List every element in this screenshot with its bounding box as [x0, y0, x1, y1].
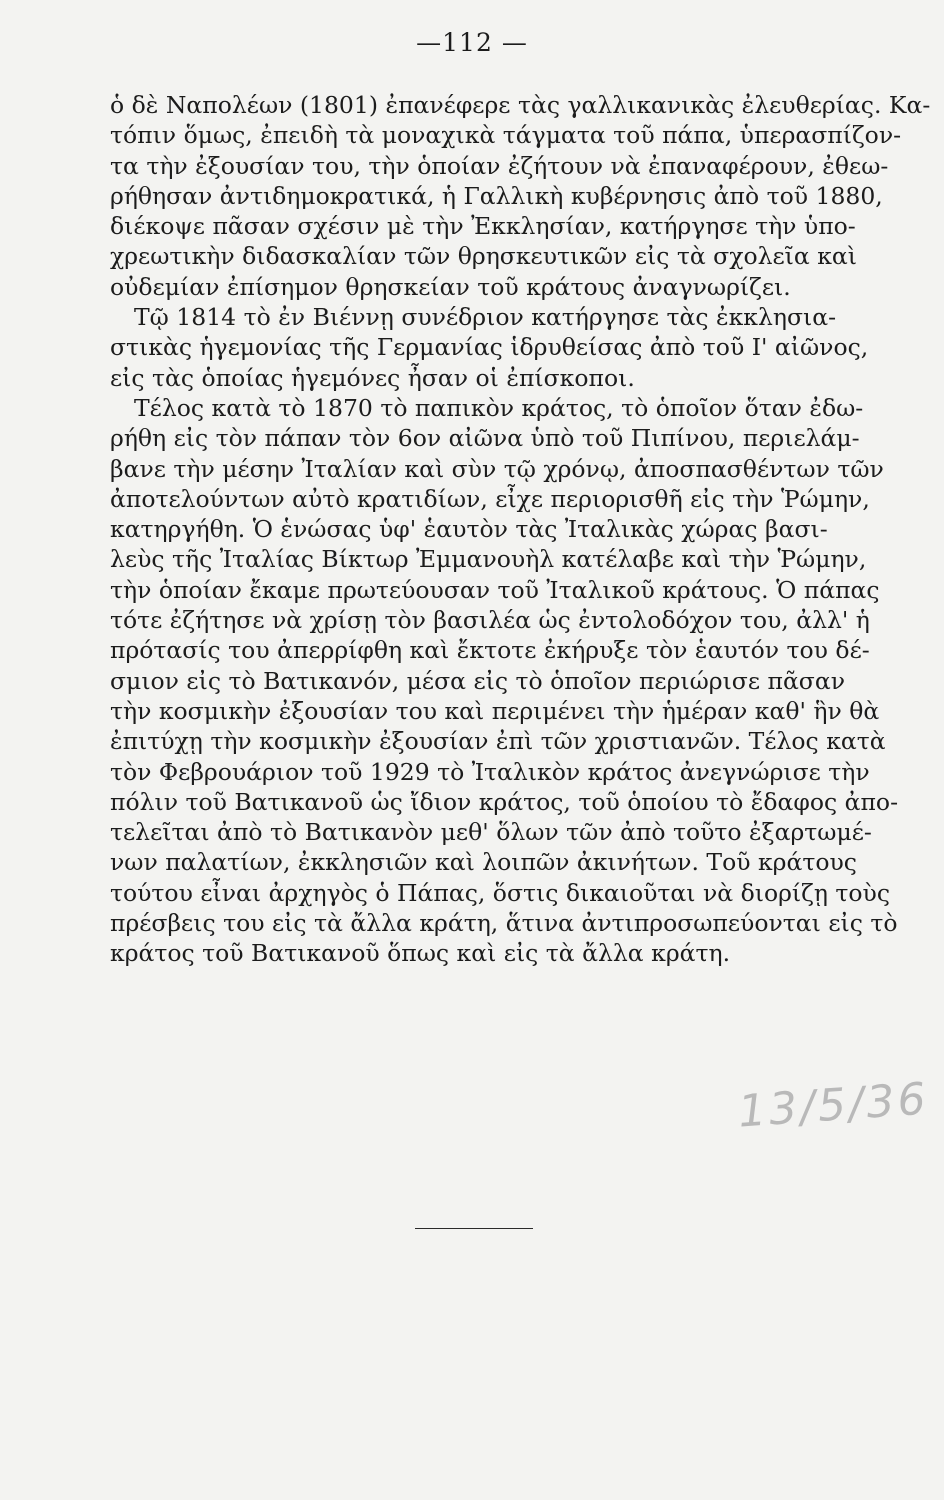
body-text: [110, 90, 931, 969]
paragraph-1: [110, 90, 931, 302]
text-line: ἀποτελούντων αὐτὸ κρατιδίων, εἶχε περιορισθῆ εἰς τὴν Ῥώμην,: [110, 484, 870, 513]
text-line: πρότασίς του ἀπερρίφθη καὶ ἔκτοτε ἐκήρυξε τὸν ἑαυτόν του δέ-: [110, 636, 870, 665]
text-line: τελεῖται ἀπὸ τὸ Βατικανὸν μεθ' ὅλων τῶν ἀπὸ τοῦτο ἐξαρτωμέ-: [110, 818, 872, 847]
text-line: βανε τὴν μέσην Ἰταλίαν καὶ σὺν τῷ χρόνῳ, ἀποσπασθέντων τῶν: [110, 454, 884, 483]
text-line: σμιον εἰς τὸ Βατικανόν, μέσα εἰς τὸ ὁποῖον περιώρισε πᾶσαν: [110, 666, 846, 695]
text-line: τὴν κοσμικὴν ἐξουσίαν του καὶ περιμένει τὴν ἡμέραν καθ' ἣν θὰ: [110, 696, 880, 725]
text-line: τὸν Φεβρουάριον τοῦ 1929 τὸ Ἰταλικὸν κράτος ἀνεγνώρισε τὴν: [110, 757, 870, 786]
text-line: εἰς τὰς ὁποίας ἡγεμόνες ἦσαν οἱ ἐπίσκοποι.: [110, 363, 635, 392]
text-line: χρεωτικὴν διδασκαλίαν τῶν θρησκευτικῶν εἰς τὰ σχολεῖα καὶ: [110, 242, 857, 271]
text-line: νων παλατίων, ἐκκλησιῶν καὶ λοιπῶν ἀκινήτων. Τοῦ κράτους: [110, 848, 857, 877]
text-line: κατηργήθη. Ὁ ἑνώσας ὑφ' ἑαυτὸν τὰς Ἰταλικὰς χώρας βασι-: [110, 515, 828, 544]
text-line: τότε ἐζήτησε νὰ χρίσῃ τὸν βασιλέα ὡς ἐντολοδόχον του, ἀλλ' ἡ: [110, 606, 870, 635]
text-line: τα τὴν ἐξουσίαν του, τὴν ὁποίαν ἐζήτουν νὰ ἐπαναφέρουν, ἐθεω-: [110, 151, 889, 180]
text-line: ρήθη εἰς τὸν πάπαν τὸν 6ον αἰῶνα ὑπὸ τοῦ Πιπίνου, περιελάμ-: [110, 424, 860, 453]
text-line: στικὰς ἡγεμονίας τῆς Γερμανίας ἱδρυθείσας ἀπὸ τοῦ Ι' αἰῶνος,: [110, 333, 869, 362]
text-line: ἐπιτύχῃ τὴν κοσμικὴν ἐξουσίαν ἐπὶ τῶν χριστιανῶν. Τέλος κατὰ: [110, 727, 886, 756]
handwritten-date-note: 13/5/36: [736, 1073, 931, 1138]
text-line: τόπιν ὅμως, ἐπειδὴ τὰ μοναχικὰ τάγματα τοῦ πάπα, ὑπερασπίζον-: [110, 121, 902, 150]
text-line: διέκοψε πᾶσαν σχέσιν μὲ τὴν Ἐκκλησίαν, κατήργησε τὴν ὑπο-: [110, 212, 856, 241]
bottom-divider: [415, 1228, 533, 1229]
text-line: πρέσβεις του εἰς τὰ ἄλλα κράτη, ἅτινα ἀντιπροσωπεύονται εἰς τὸ: [110, 909, 898, 938]
text-line: τὴν ὁποίαν ἔκαμε πρωτεύουσαν τοῦ Ἰταλικοῦ κράτους. Ὁ πάπας: [110, 575, 880, 604]
text-line: τούτου εἶναι ἀρχηγὸς ὁ Πάπας, ὅστις δικαιοῦται νὰ διορίζῃ τοὺς: [110, 878, 890, 907]
text-line: Τῷ 1814 τὸ ἐν Βιέννῃ συνέδριον κατήργησε τὰς ἐκκλησια-: [134, 303, 837, 332]
paragraph-2: [110, 302, 900, 393]
text-line: κράτος τοῦ Βατικανοῦ ὅπως καὶ εἰς τὰ ἄλλα κράτη.: [110, 939, 731, 968]
text-line: ὁ δὲ Ναπολέων (1801) ἐπανέφερε τὰς γαλλικανικὰς ἐλευθερίας. Κα-: [110, 91, 931, 119]
text-line: Τέλος κατὰ τὸ 1870 τὸ παπικὸν κράτος, τὸ ὁποῖον ὅταν ἐδω-: [134, 393, 864, 422]
text-line: λεὺς τῆς Ἰταλίας Βίκτωρ Ἐμμανουὴλ κατέλαβε καὶ τὴν Ῥώμην,: [110, 545, 867, 574]
text-line: οὐδεμίαν ἐπίσημον θρησκείαν τοῦ κράτους ἀναγνωρίζει.: [110, 272, 791, 301]
text-line: ρήθησαν ἀντιδημοκρατικά, ἡ Γαλλικὴ κυβέρνησις ἀπὸ τοῦ 1880,: [110, 181, 883, 210]
text-line: πόλιν τοῦ Βατικανοῦ ὡς ἴδιον κράτος, τοῦ ὁποίου τὸ ἔδαφος ἀπο-: [110, 787, 899, 816]
page-number: —112 —: [416, 28, 528, 57]
paragraph-3: [110, 393, 900, 969]
